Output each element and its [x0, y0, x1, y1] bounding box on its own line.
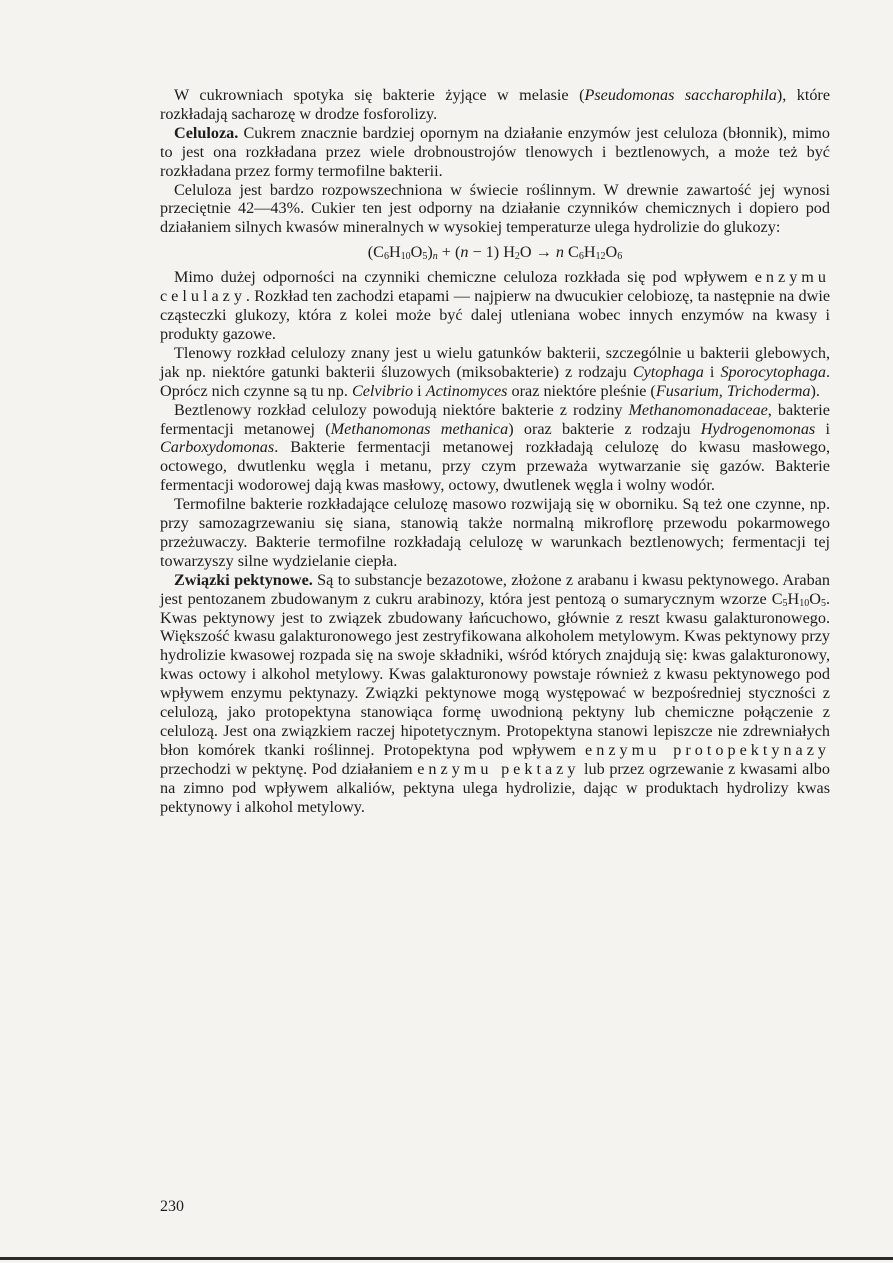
spaced-term: enzymu protopektynazy: [585, 740, 830, 759]
bottom-scan-edge: [0, 1257, 893, 1260]
hydrolysis-formula: $(C_6H_{10}O_5)_n + (n - 1) H_2O \to n$ $C_6H_{12}O_6$: [367, 243, 623, 263]
page-number: 230: [160, 1198, 184, 1215]
text: W cukrowniach spotyka się bakterie żyjące w melasie (: [174, 86, 585, 104]
spaced-term: enzymu pektazy: [417, 759, 580, 778]
text: Mimo dużej odporności na czynniki chemiczne celuloza rozkłada się pod wpływem: [174, 268, 755, 287]
spaced-term: enzymu celulazy: [160, 268, 830, 306]
paragraph-tlenowy: Tlenowy rozkład celulozy znany jest u wielu gatunków bakterii, szczególnie u bakterii glebowych, jak np. niektóre gatunki bakterii śluzowych (miksobakterie) z rodzaju Cytophaga i Sporocytophaga. Oprócz nich czynne są tu np. Celvibrio i Actinomyces oraz niektóre pleśnie (Fusarium, Trichoderma).: [160, 343, 830, 400]
paragraph-pektyny: Związki pektynowe. Są to substancje bezazotowe, złożone z arabanu i kwasu pektynowego. Araban jest pentozanem zbudowanym z cukru arabinozy, która jest pentozą o sumarycznym wzorze $C_5H_{10}O_5$. Kwas pektynowy jest to związek zbudowany łańcuchowo, głównie z reszt kwasu galakturonowego. Większość kwasu galakturonowego jest zestryfikowana alkoholem metylowym. Kwas pektynowy przy hydrolizie kwasowej rozpada się na swoje składniki, wśród których znajdują się: kwas galakturonowy, kwas octowy i alkohol metylowy. Kwas galakturonowy powstaje również z kwasu pektynowego pod wpływem enzymu pektynazy. Związki pektynowe mogą występować w bezpośredniej styczności z celulozą, jako protopektyna stanowiąca formę uwodnioną pektyny lub chemiczne połączenie z celulozą. Jest ona związkiem raczej hipotetycznym. Protopektyna stanowi lepiszcze nie zdrewniałych błon komórek tkanki roślinnej. Protopektyna pod wpływem enzymu protopektynazy przechodzi w pektynę. Pod działaniem enzymu pektazy lub przez ogrzewanie z kwasami albo na zimno pod wpływem alkaliów, pektyna ulega hydrolizie, dając w produktach hydrolizy kwas pektynowy i alkohol metylowy.: [160, 570, 830, 816]
paragraph-celuloza-drewno: [160, 181, 830, 238]
paragraph-melasa: [160, 86, 830, 124]
species-name: Pseudomonas saccharophila: [584, 86, 777, 104]
section-heading: Związki pektynowe.: [174, 570, 313, 589]
text: Termofilne bakterie rozkładające celulozę masowo rozwijają się w oborniku. Są też one czynne, np. przy samozagrzewaniu się siana, stanowią także normalną mikroflorę przewodu pokarmowego przeżuwaczy. Bakterie termofilne rozkładają celulozę w warunkach beztlenowych; fermentacji tej towarzyszy silne wydzielanie ciepła.: [160, 495, 830, 570]
paragraph-beztlenowy: Beztlenowy rozkład celulozy powodują niektóre bakterie z rodziny Methanomonadaceae, bakterie fermentacji metanowej (Methanomonas methanica) oraz bakterie z rodzaju Hydrogenomonas i Carboxydomonas. Bakterie fermentacji metanowej rozkładają celulozę do kwasu masłowego, octowego, dwutlenku węgla i metanu, przy czym przeważa wytwarzanie się gazów. Bakterie fermentacji wodorowej dają kwas masłowy, octowy, dwutlenek węgla i wolny wodór.: [160, 400, 830, 495]
text: . Rozkład ten zachodzi etapami — najpierw na dwucukier celobiozę, ta następnie na dwie cząsteczki glukozy, która z kolei może być dalej utleniana wobec innych enzymów na kwasy i produkty gazowe.: [160, 287, 830, 343]
paragraph-celuloza: [160, 124, 830, 181]
page-body: [160, 86, 830, 817]
paragraph-termofilne: [160, 495, 830, 571]
paragraph-celulaza: [160, 268, 830, 344]
text: Cukrem znacznie bardziej opornym na działanie enzymów jest celuloza (błonnik), mimo to jest ona rozkładana przez wiele drobnoustrojów tlenowych i beztlenowych, a może też być rozkładana przez formy termofilne bakterii.: [160, 123, 830, 180]
text: ), które rozkładają sacharozę w drodze fosforolizy.: [160, 86, 831, 123]
text: Celuloza jest bardzo rozpowszechniona w świecie roślinnym. W drewnie zawartość jej wynosi przeciętnie 42—43%. Cukier ten jest odporny na działanie czynników chemicznych i dopiero pod działaniem silnych kwasów mineralnych w wysokiej temperaturze ulega hydrolizie do glukozy:: [160, 180, 830, 237]
section-heading: Celuloza.: [174, 123, 239, 142]
